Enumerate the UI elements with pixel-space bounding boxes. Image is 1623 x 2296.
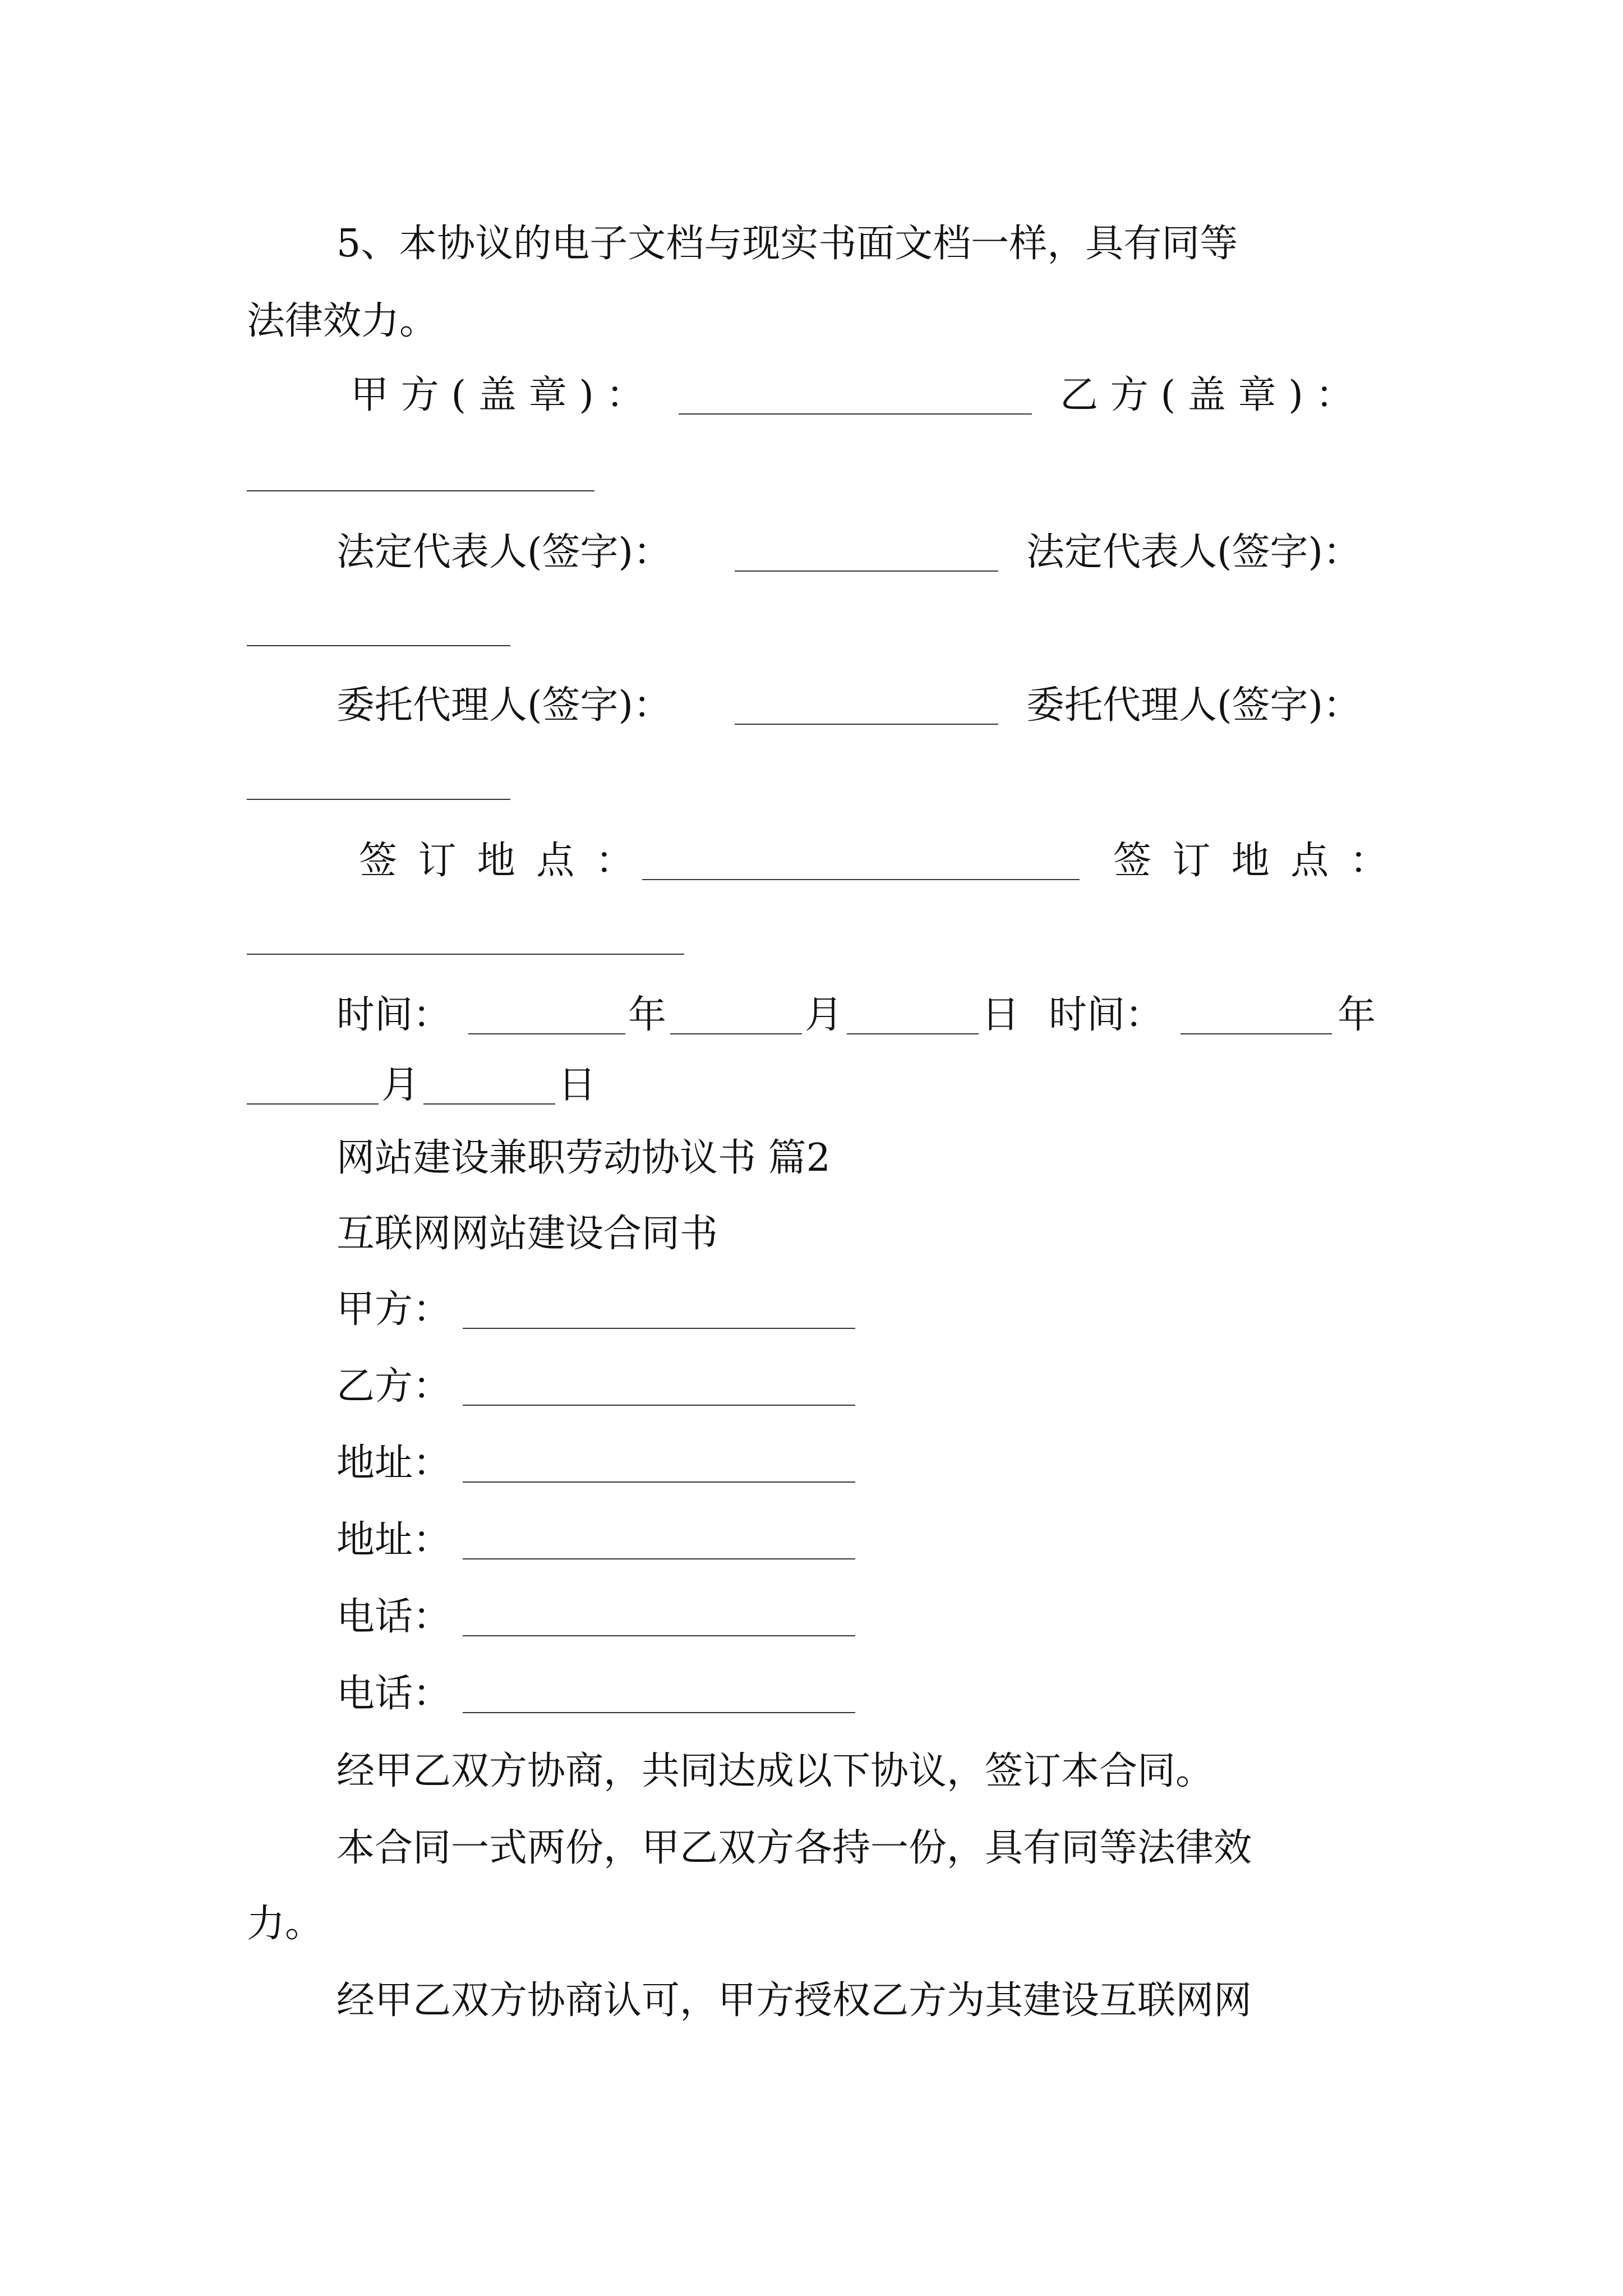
time-b-month-blank[interactable] xyxy=(247,1103,379,1105)
time-b-day-blank[interactable] xyxy=(423,1103,555,1105)
time-a-year-label: 年 xyxy=(628,993,667,1037)
field-row-party-b xyxy=(0,1356,1623,1418)
place-b-label: 签订地点： xyxy=(1113,839,1409,883)
time-b-label: 时间： xyxy=(1049,993,1164,1037)
legal-rep-a-blank[interactable] xyxy=(735,570,998,572)
section-2-heading-row xyxy=(0,1128,1623,1189)
paragraph-2-line-1 xyxy=(0,1818,1623,1879)
field-blank-phone-b[interactable] xyxy=(463,1712,855,1713)
time-b-day-label: 日 xyxy=(558,1063,597,1107)
time-a-label: 时间： xyxy=(336,993,451,1037)
time-row xyxy=(0,984,1623,1046)
agent-a-label: 委托代理人(签字)： xyxy=(336,683,672,728)
paragraph-2-text-1: 本合同一式两份，甲乙双方各持一份，具有同等法律效 xyxy=(336,1826,1252,1870)
party-seal-row xyxy=(0,365,1623,426)
place-a-blank[interactable] xyxy=(642,879,1080,880)
field-label-party-a: 甲方： xyxy=(336,1287,451,1332)
time-a-day-blank[interactable] xyxy=(847,1033,979,1034)
place-b-blank[interactable] xyxy=(247,954,684,955)
clause-5-text-1: 5、本协议的电子文档与现实书面文档一样，具有同等 xyxy=(336,222,1238,266)
field-label-phone-a: 电话： xyxy=(336,1595,451,1639)
time-row-continued xyxy=(0,1055,1623,1116)
clause-5-text-2: 法律效力。 xyxy=(247,299,438,343)
time-b-month-label: 月 xyxy=(381,1063,420,1107)
paragraph-2-text-2: 力。 xyxy=(247,1902,324,1946)
paragraph-1-text: 经甲乙双方协商，共同达成以下协议，签订本合同。 xyxy=(336,1749,1214,1793)
place-row xyxy=(0,830,1623,892)
field-row-party-a xyxy=(0,1279,1623,1341)
clause-5-line-1 xyxy=(0,213,1623,275)
time-b-year-label: 年 xyxy=(1338,993,1376,1037)
time-a-day-label: 日 xyxy=(981,993,1020,1037)
field-row-address-b xyxy=(0,1510,1623,1571)
party-a-seal-blank[interactable] xyxy=(679,413,1032,415)
field-blank-address-b[interactable] xyxy=(463,1558,855,1559)
agent-row xyxy=(0,675,1623,737)
field-blank-party-a[interactable] xyxy=(463,1328,855,1329)
party-b-seal-blank[interactable] xyxy=(247,490,594,491)
field-blank-phone-a[interactable] xyxy=(463,1635,855,1636)
agent-a-blank[interactable] xyxy=(735,724,998,725)
paragraph-3-text-1: 经甲乙双方协商认可，甲方授权乙方为其建设互联网网 xyxy=(336,1978,1252,2023)
place-a-label: 签订地点： xyxy=(359,839,655,883)
field-blank-party-b[interactable] xyxy=(463,1405,855,1406)
time-a-month-label: 月 xyxy=(805,993,843,1037)
field-blank-address-a[interactable] xyxy=(463,1481,855,1483)
field-row-address-a xyxy=(0,1433,1623,1494)
legal-rep-b-blank[interactable] xyxy=(247,645,510,646)
legal-rep-row xyxy=(0,522,1623,583)
paragraph-2-line-2 xyxy=(0,1893,1623,1955)
contract-title: 互联网网站建设合同书 xyxy=(336,1212,718,1256)
party-a-seal-label: 甲方(盖章)： xyxy=(351,373,657,417)
field-label-phone-b: 电话： xyxy=(336,1672,451,1716)
contract-title-row xyxy=(0,1203,1623,1265)
party-b-seal-label: 乙方(盖章)： xyxy=(1060,373,1366,417)
field-row-phone-b xyxy=(0,1663,1623,1725)
time-a-year-blank[interactable] xyxy=(468,1033,625,1034)
clause-5-line-2 xyxy=(0,291,1623,352)
time-a-month-blank[interactable] xyxy=(670,1033,802,1034)
field-label-party-b: 乙方： xyxy=(336,1364,451,1409)
time-b-year-blank[interactable] xyxy=(1181,1033,1332,1034)
legal-rep-a-label: 法定代表人(签字)： xyxy=(336,530,672,574)
agent-b-blank[interactable] xyxy=(247,799,510,800)
field-row-phone-a xyxy=(0,1586,1623,1648)
field-label-address-b: 地址： xyxy=(336,1518,451,1562)
paragraph-3-line-1 xyxy=(0,1970,1623,2032)
paragraph-1 xyxy=(0,1741,1623,1802)
section-2-heading: 网站建设兼职劳动协议书 篇2 xyxy=(336,1136,831,1180)
legal-rep-b-label: 法定代表人(签字)： xyxy=(1026,530,1362,574)
field-label-address-a: 地址： xyxy=(336,1441,451,1485)
agent-b-label: 委托代理人(签字)： xyxy=(1026,683,1362,728)
